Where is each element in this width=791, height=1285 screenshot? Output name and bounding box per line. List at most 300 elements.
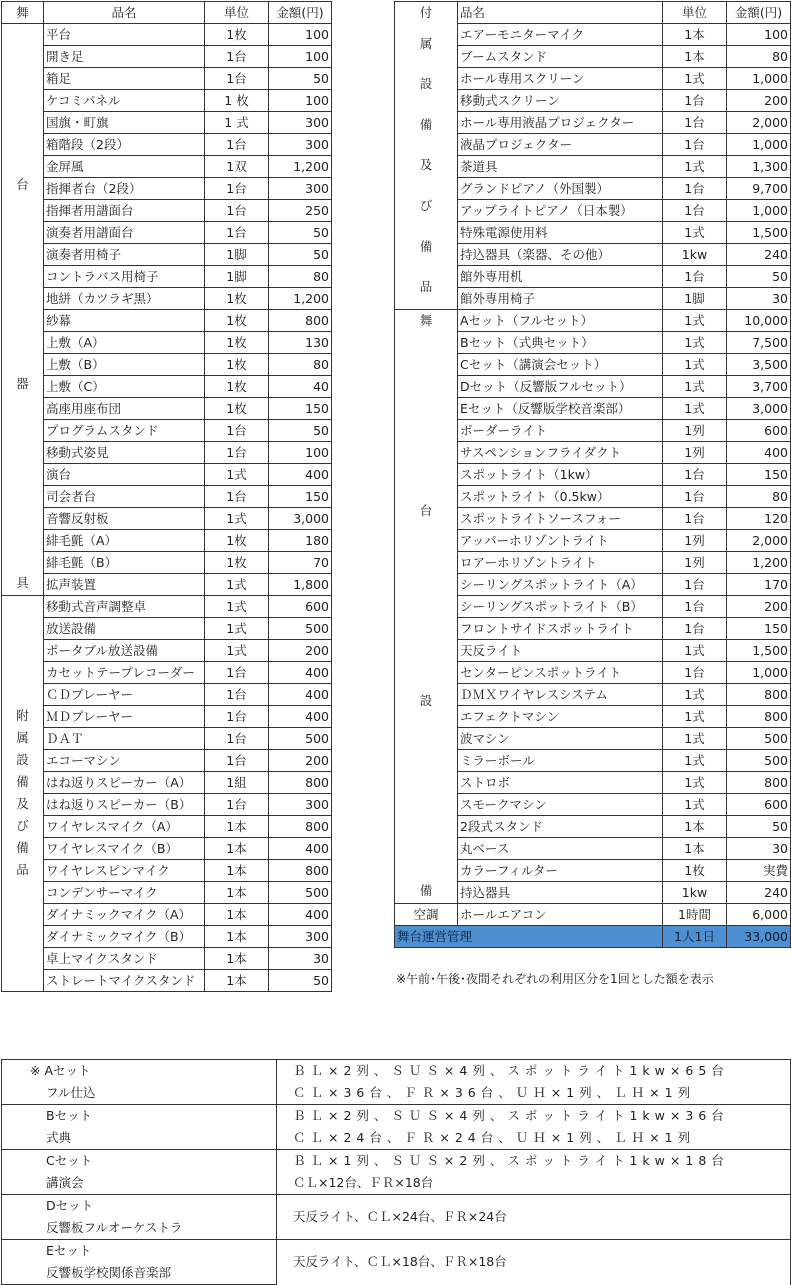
item-price: 300 [269, 926, 332, 948]
item-name: 演台 [44, 464, 205, 486]
item-name: ワイヤレスマイク（A） [44, 816, 205, 838]
item-price: 400 [269, 662, 332, 684]
set-detail: 天反ライト、ＣＬ×24台、ＦＲ×24台 [277, 1195, 791, 1240]
item-name: ストロボ [458, 772, 663, 794]
item-unit: 1枚 [205, 398, 269, 420]
item-unit: 1列 [663, 442, 727, 464]
table-row [2, 970, 332, 992]
item-name: カセットテープレコーダー [44, 662, 205, 684]
item-unit: 1台 [663, 618, 727, 640]
table-row [2, 948, 332, 970]
set-definition-table [1, 1059, 791, 1285]
item-name: 開き足 [44, 46, 205, 68]
item-price: 100 [269, 90, 332, 112]
item-name: エアーモニターマイク [458, 24, 663, 46]
item-price: 400 [269, 684, 332, 706]
item-name: 箱階段（2段） [44, 134, 205, 156]
item-unit: 1本 [663, 24, 727, 46]
category-header: 舞 [2, 2, 44, 24]
item-price: 1,800 [269, 574, 332, 596]
table-row [2, 288, 332, 310]
table-row [2, 618, 332, 640]
item-unit: 1台 [663, 134, 727, 156]
item-name: Bセット（式典セット） [458, 332, 663, 354]
item-name: ホール専用液晶プロジェクター [458, 112, 663, 134]
item-unit: 1台 [663, 266, 727, 288]
item-unit: 1 枚 [205, 90, 269, 112]
table-row [2, 68, 332, 90]
set-subtitle: フル仕込 [2, 1082, 277, 1105]
table-row [2, 552, 332, 574]
item-name: エフェクトマシン [458, 706, 663, 728]
item-unit: 1式 [663, 684, 727, 706]
table-row [395, 24, 791, 46]
item-price: 100 [727, 24, 791, 46]
item-price: 40 [269, 376, 332, 398]
item-price: 300 [269, 112, 332, 134]
item-name: ＤＭＸワイヤレスシステム [458, 684, 663, 706]
item-unit: 1台 [205, 728, 269, 750]
table-row [2, 640, 332, 662]
item-price: 50 [269, 222, 332, 244]
table-row [2, 90, 332, 112]
item-price: 500 [269, 882, 332, 904]
item-price: 50 [269, 244, 332, 266]
item-unit: 1式 [663, 640, 727, 662]
item-price: 50 [269, 420, 332, 442]
item-name: 上敷（A） [44, 332, 205, 354]
item-name: Dセット（反響版フルセット） [458, 376, 663, 398]
item-unit: 1台 [663, 112, 727, 134]
table-row [2, 816, 332, 838]
item-price: 250 [269, 200, 332, 222]
set-name: ※ Aセット [2, 1060, 277, 1083]
item-unit: 1台 [205, 442, 269, 464]
item-price: 3,700 [727, 376, 791, 398]
item-unit: 1枚 [205, 332, 269, 354]
item-unit: 1kw [663, 882, 727, 904]
item-unit: 1式 [205, 596, 269, 618]
table-row [2, 420, 332, 442]
item-unit: 1脚 [205, 244, 269, 266]
item-unit: 1本 [205, 948, 269, 970]
item-unit: 1脚 [205, 266, 269, 288]
table-row [2, 794, 332, 816]
set-subtitle: 反響板学校関係音楽部 [2, 1262, 277, 1285]
item-unit: 1台 [663, 178, 727, 200]
item-unit: 1枚 [205, 24, 269, 46]
item-price: 50 [727, 266, 791, 288]
item-price: 400 [269, 838, 332, 860]
item-name: フロントサイドスポットライト [458, 618, 663, 640]
item-name: 館外専用机 [458, 266, 663, 288]
set-row [2, 1195, 791, 1218]
item-name: 指揮者用譜面台 [44, 200, 205, 222]
item-name: カラーフィルター [458, 860, 663, 882]
set-detail-line1: ＢＬ×2列、ＳＵＳ×4列、スポットライト1kw×65台 [277, 1060, 791, 1083]
item-price: 800 [269, 816, 332, 838]
item-name: 持込器具 [458, 882, 663, 904]
item-price: 150 [269, 398, 332, 420]
item-unit: 1式 [663, 794, 727, 816]
item-name: 液晶プロジェクター [458, 134, 663, 156]
item-unit: 1台 [205, 794, 269, 816]
table-row [2, 112, 332, 134]
set-detail-line2: ＣＬ×36台、ＦＲ×36台、ＵＨ×1列、ＬＨ×1列 [277, 1082, 791, 1105]
item-unit: 1枚 [663, 860, 727, 882]
item-unit: 1本 [205, 970, 269, 992]
item-unit: 1台 [205, 750, 269, 772]
item-price: 500 [727, 750, 791, 772]
item-unit: 1枚 [205, 376, 269, 398]
item-unit: 1式 [663, 68, 727, 90]
item-name: ＣＤプレーヤー [44, 684, 205, 706]
item-price: 80 [269, 354, 332, 376]
item-unit: 1台 [205, 706, 269, 728]
item-price: 800 [727, 772, 791, 794]
item-price: 600 [269, 596, 332, 618]
table-row [2, 728, 332, 750]
item-name: 上敷（B） [44, 354, 205, 376]
set-subtitle: 反響板フルオーケストラ [2, 1217, 277, 1240]
table-row [2, 398, 332, 420]
item-name: センターピンスポットライト [458, 662, 663, 684]
item-price: 3,000 [269, 508, 332, 530]
table-row [2, 464, 332, 486]
item-unit: 1kw [663, 244, 727, 266]
item-price: 2,000 [727, 530, 791, 552]
item-name: ワイヤレスマイク（B） [44, 838, 205, 860]
item-price: 33,000 [727, 926, 791, 948]
item-name: 演奏者用譜面台 [44, 222, 205, 244]
left-price-table [1, 1, 332, 992]
aircon-row [395, 904, 791, 926]
item-name: 舞台運営管理 [395, 926, 663, 948]
item-name: グランドピアノ（外国製） [458, 178, 663, 200]
item-name: アップライトピアノ（日本製） [458, 200, 663, 222]
item-price: 800 [727, 706, 791, 728]
item-name: スポットライトソースフォー [458, 508, 663, 530]
item-unit: 1式 [663, 156, 727, 178]
table-row [2, 332, 332, 354]
item-name: ダイナミックマイク（A） [44, 904, 205, 926]
item-name: 館外専用椅子 [458, 288, 663, 310]
item-name: 拡声装置 [44, 574, 205, 596]
item-price: 1,200 [269, 288, 332, 310]
item-name: 金屏風 [44, 156, 205, 178]
item-unit: 1式 [663, 728, 727, 750]
item-price: 400 [727, 442, 791, 464]
set-name: Eセット [2, 1240, 277, 1263]
item-name: 波マシン [458, 728, 663, 750]
item-price: 800 [269, 772, 332, 794]
item-unit: 1列 [663, 530, 727, 552]
item-name: 2段式スタンド [458, 816, 663, 838]
item-price: 3,000 [727, 398, 791, 420]
header-row [2, 2, 332, 24]
item-price: 500 [269, 728, 332, 750]
table-row [2, 662, 332, 684]
item-price: 240 [727, 244, 791, 266]
item-price: 70 [269, 552, 332, 574]
item-name: 特殊電源使用料 [458, 222, 663, 244]
set-row-sub [2, 1172, 791, 1195]
item-unit: 1台 [205, 420, 269, 442]
item-name: 指揮者台（2段） [44, 178, 205, 200]
item-name: 茶道具 [458, 156, 663, 178]
item-price: 800 [269, 310, 332, 332]
item-name: ポータブル放送設備 [44, 640, 205, 662]
item-unit: 1枚 [205, 552, 269, 574]
name-header: 品名 [458, 2, 663, 24]
item-name: スポットライト（0.5kw） [458, 486, 663, 508]
item-price: 80 [727, 46, 791, 68]
table-row [2, 156, 332, 178]
item-unit: 1式 [663, 772, 727, 794]
item-unit: 1式 [663, 310, 727, 332]
table-row [2, 882, 332, 904]
category-stage-facilities: 舞 台 設 備 [395, 310, 458, 904]
item-unit: 1式 [205, 640, 269, 662]
item-name: 放送設備 [44, 618, 205, 640]
item-unit: 1台 [663, 596, 727, 618]
table-row [2, 904, 332, 926]
item-price: 10,000 [727, 310, 791, 332]
table-row [2, 596, 332, 618]
item-name: ストレートマイクスタンド [44, 970, 205, 992]
table-row [2, 838, 332, 860]
item-name: ケコミパネル [44, 90, 205, 112]
item-name: 音響反射板 [44, 508, 205, 530]
table-row [2, 354, 332, 376]
price-header: 金額(円) [727, 2, 791, 24]
item-price: 50 [269, 970, 332, 992]
item-unit: 1台 [205, 46, 269, 68]
item-unit: 1台 [663, 200, 727, 222]
item-unit: 1組 [205, 772, 269, 794]
set-row-sub [2, 1127, 791, 1150]
item-unit: 1列 [663, 552, 727, 574]
item-name: 持込器具（楽器、その他） [458, 244, 663, 266]
usage-note: ※午前･午後･夜間それぞれの利用区分を1回とした額を表示 [396, 972, 714, 986]
item-unit: 1台 [205, 134, 269, 156]
item-price: 120 [727, 508, 791, 530]
item-name: ミラーボール [458, 750, 663, 772]
item-name: ＤＡＴ [44, 728, 205, 750]
item-unit: 1本 [663, 46, 727, 68]
item-name: はね返りスピーカー（B） [44, 794, 205, 816]
item-unit: 1式 [205, 574, 269, 596]
item-unit: 1本 [663, 838, 727, 860]
item-price: 200 [269, 750, 332, 772]
item-unit: 1式 [663, 706, 727, 728]
table-row [2, 244, 332, 266]
item-price: 150 [269, 486, 332, 508]
item-price: 1,500 [727, 640, 791, 662]
item-price: 200 [269, 640, 332, 662]
item-price: 150 [727, 464, 791, 486]
item-name: ロアーホリゾントライト [458, 552, 663, 574]
set-detail-line2: ＣＬ×12台、ＦＲ×18台 [277, 1172, 791, 1195]
table-row [2, 574, 332, 596]
item-unit: 1本 [205, 926, 269, 948]
item-price: 80 [269, 266, 332, 288]
item-unit: 1台 [205, 684, 269, 706]
item-unit: 1列 [663, 420, 727, 442]
item-name: シーリングスポットライト（B） [458, 596, 663, 618]
item-name: 移動式スクリーン [458, 90, 663, 112]
item-name: ホールエアコン [458, 904, 663, 926]
item-price: 130 [269, 332, 332, 354]
item-price: 実費 [727, 860, 791, 882]
item-price: 400 [269, 706, 332, 728]
item-unit: 1本 [205, 904, 269, 926]
item-price: 300 [269, 178, 332, 200]
set-row [2, 1150, 791, 1173]
set-detail-line1: ＢＬ×1列、ＳＵＳ×2列、スポットライト1kw×18台 [277, 1150, 791, 1173]
item-unit: 1枚 [205, 354, 269, 376]
item-name: 紗幕 [44, 310, 205, 332]
item-unit: 1台 [205, 486, 269, 508]
item-name: 平台 [44, 24, 205, 46]
item-price: 1,000 [727, 200, 791, 222]
item-name: Eセット（反響版学校音楽部） [458, 398, 663, 420]
item-price: 30 [727, 838, 791, 860]
item-price: 400 [269, 904, 332, 926]
item-unit: 1式 [663, 332, 727, 354]
item-price: 50 [727, 816, 791, 838]
item-name: 演奏者用椅子 [44, 244, 205, 266]
table-row [2, 706, 332, 728]
item-unit: 1式 [205, 464, 269, 486]
item-unit: 1式 [205, 618, 269, 640]
item-name: Aセット（フルセット） [458, 310, 663, 332]
item-price: 100 [269, 46, 332, 68]
item-unit: 1台 [663, 574, 727, 596]
table-row [2, 200, 332, 222]
item-name: プログラムスタンド [44, 420, 205, 442]
item-unit: 1台 [205, 200, 269, 222]
item-price: 150 [727, 618, 791, 640]
item-unit: 1式 [663, 222, 727, 244]
name-header: 品名 [44, 2, 205, 24]
item-unit: 1本 [205, 816, 269, 838]
item-price: 600 [727, 420, 791, 442]
item-price: 200 [727, 596, 791, 618]
set-name: Bセット [2, 1105, 277, 1128]
item-name: 卓上マイクスタンド [44, 948, 205, 970]
right-price-table [394, 1, 791, 948]
stage-management-row [395, 926, 791, 948]
item-price: 1,000 [727, 662, 791, 684]
item-unit: 1式 [663, 354, 727, 376]
table-row [2, 310, 332, 332]
set-subtitle: 講演会 [2, 1172, 277, 1195]
item-unit: 1式 [663, 376, 727, 398]
table-row [2, 926, 332, 948]
item-unit: 1枚 [205, 288, 269, 310]
item-unit: 1台 [205, 178, 269, 200]
item-unit: 1台 [663, 464, 727, 486]
item-price: 1,200 [269, 156, 332, 178]
item-name: コンデンサーマイク [44, 882, 205, 904]
table-row [2, 222, 332, 244]
item-price: 1,300 [727, 156, 791, 178]
item-name: 天反ライト [458, 640, 663, 662]
set-row [2, 1240, 791, 1263]
item-price: 500 [727, 728, 791, 750]
item-price: 1,000 [727, 134, 791, 156]
item-name: シーリングスポットライト（A） [458, 574, 663, 596]
item-name: 司会者台 [44, 486, 205, 508]
item-price: 6,000 [727, 904, 791, 926]
set-subtitle: 式典 [2, 1127, 277, 1150]
item-price: 200 [727, 90, 791, 112]
set-name: Dセット [2, 1195, 277, 1218]
item-unit: 1台 [205, 662, 269, 684]
item-price: 800 [727, 684, 791, 706]
item-unit: 1人1日 [663, 926, 727, 948]
table-row [2, 530, 332, 552]
set-detail: 天反ライト、ＣＬ×18台、ＦＲ×18台 [277, 1240, 791, 1285]
item-price: 7,500 [727, 332, 791, 354]
category-accessory-equipment: 属 設 備 及 び 備 品 [395, 24, 458, 310]
item-name: ブームスタンド [458, 46, 663, 68]
item-price: 600 [727, 794, 791, 816]
item-name: 箱足 [44, 68, 205, 90]
item-price: 3,500 [727, 354, 791, 376]
item-price: 300 [269, 794, 332, 816]
item-price: 1,200 [727, 552, 791, 574]
item-name: エコーマシン [44, 750, 205, 772]
item-price: 30 [727, 288, 791, 310]
item-price: 400 [269, 464, 332, 486]
table-row [2, 508, 332, 530]
table-row [2, 772, 332, 794]
item-name: ボーダーライト [458, 420, 663, 442]
unit-header: 単位 [205, 2, 269, 24]
header-row [395, 2, 791, 24]
item-unit: 1式 [663, 750, 727, 772]
item-name: 移動式音声調整卓 [44, 596, 205, 618]
item-unit: 1台 [663, 662, 727, 684]
item-name: 移動式姿見 [44, 442, 205, 464]
set-row-sub [2, 1082, 791, 1105]
item-name: 国旗・町旗 [44, 112, 205, 134]
item-unit: 1 式 [205, 112, 269, 134]
table-row [2, 486, 332, 508]
set-name: Cセット [2, 1150, 277, 1173]
item-price: 800 [269, 860, 332, 882]
table-row [2, 134, 332, 156]
item-unit: 1本 [205, 838, 269, 860]
item-price: 9,700 [727, 178, 791, 200]
item-price: 1,000 [727, 68, 791, 90]
item-unit: 1式 [205, 508, 269, 530]
item-unit: 1台 [663, 90, 727, 112]
table-row [2, 46, 332, 68]
item-price: 300 [269, 134, 332, 156]
set-row [2, 1105, 791, 1128]
aircon-category: 空調 [395, 904, 458, 926]
item-unit: 1時間 [663, 904, 727, 926]
item-name: ワイヤレスピンマイク [44, 860, 205, 882]
item-name: ホール専用スクリーン [458, 68, 663, 90]
item-unit: 1式 [663, 398, 727, 420]
category-stage-equipment: 台 器 具 [2, 24, 44, 596]
item-name: スモークマシン [458, 794, 663, 816]
item-price: 170 [727, 574, 791, 596]
